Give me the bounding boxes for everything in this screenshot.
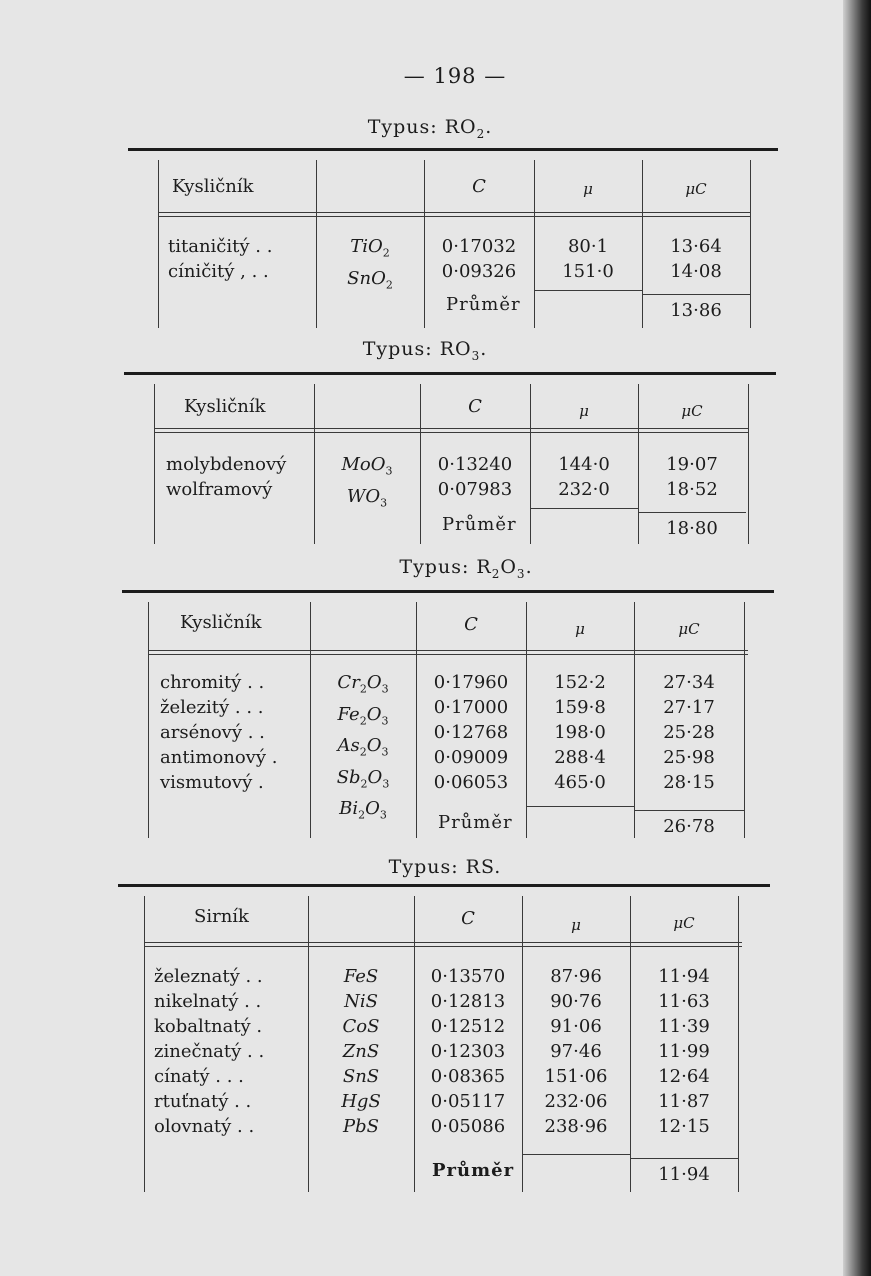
row-formula: $Bi_2O_3$ (339, 798, 387, 822)
page-number: — 198 — (403, 64, 507, 88)
header-muc: μC (685, 180, 707, 198)
row-mu: 91·06 (550, 1016, 602, 1037)
header-c: C (461, 908, 475, 929)
header-muc: μC (673, 914, 695, 932)
row-muc: 27·17 (663, 697, 715, 718)
table-title-ro2: Typus: $RO_2$. (367, 116, 493, 141)
row-mu: 151·06 (544, 1066, 608, 1087)
row-c: 0·12768 (433, 722, 509, 743)
row-formula: HgS (341, 1091, 381, 1112)
mu-column (530, 452, 638, 502)
table-title-rs: Typus: RS. (388, 856, 502, 878)
formula-column (310, 670, 416, 828)
row-c: 0·12512 (430, 1016, 506, 1037)
row-c: 0·12303 (430, 1041, 506, 1062)
row-c: 0·17960 (433, 672, 509, 693)
row-name: titaničitý . . (168, 236, 273, 257)
row-formula: MoO$_3$ (341, 454, 393, 478)
row-formula: TiO$_2$ (350, 236, 390, 260)
row-formula: ZnS (342, 1041, 380, 1062)
row-name: cíničitý , . . (168, 261, 269, 282)
row-c: 0·17000 (433, 697, 509, 718)
row-formula: SnS (342, 1066, 380, 1087)
row-mu: 232·0 (558, 479, 610, 500)
header-muc: μC (678, 620, 700, 638)
header-mu: μ (575, 620, 585, 638)
table-ro3 (124, 372, 776, 544)
average-label: Průměr (442, 514, 517, 535)
average-label: Průměr (446, 294, 521, 315)
header-mu: μ (583, 180, 593, 198)
row-muc: 19·07 (666, 454, 718, 475)
muc-column (630, 964, 738, 1139)
row-muc: 25·98 (663, 747, 715, 768)
table-ro2 (128, 148, 778, 328)
row-mu: 232·06 (544, 1091, 608, 1112)
row-name: vismutový . (160, 772, 264, 793)
table-rs (118, 884, 770, 1192)
table-r2o3 (122, 590, 774, 838)
names-column (166, 452, 286, 502)
row-formula: $WO_3$ (346, 485, 388, 510)
row-name: zinečnatý . . (154, 1041, 265, 1062)
row-muc: 27·34 (663, 672, 715, 693)
row-formula: PbS (343, 1116, 379, 1137)
average-value: 26·78 (663, 816, 715, 837)
header-kyslicnik: Kysličník (180, 612, 262, 633)
header-kyslicnik: Kysličník (184, 396, 266, 417)
row-mu: 159·8 (554, 697, 606, 718)
row-muc: 11·63 (658, 991, 710, 1012)
row-name: molybdenový (166, 454, 287, 475)
c-column (414, 964, 522, 1139)
row-muc: 11·94 (658, 966, 710, 987)
header-c: C (468, 396, 482, 417)
formula-column (308, 964, 414, 1139)
row-muc: 25·28 (663, 722, 715, 743)
row-name: antimonový . (160, 747, 278, 768)
row-formula: SnO$_2$ (347, 267, 393, 292)
mu-column (522, 964, 630, 1139)
row-c: 0·05117 (430, 1091, 506, 1112)
row-muc: 18·52 (666, 479, 718, 500)
row-name: cínatý . . . (154, 1066, 244, 1087)
row-mu: 87·96 (550, 966, 602, 987)
row-formula: FeS (343, 966, 379, 987)
row-name: železitý . . . (160, 697, 264, 718)
row-mu: 288·4 (554, 747, 606, 768)
row-muc: 11·39 (658, 1016, 710, 1037)
row-formula: CoS (342, 1016, 380, 1037)
average-label: Průměr (432, 1160, 515, 1181)
row-formula: $As_2O_3$ (337, 735, 389, 759)
row-c: 0·09009 (433, 747, 509, 768)
row-mu: 152·2 (554, 672, 606, 693)
row-muc: 13·64 (670, 236, 722, 257)
row-name: olovnatý . . (154, 1116, 255, 1137)
average-label: Průměr (438, 812, 513, 833)
header-mu: μ (579, 402, 589, 420)
row-c: 0·12813 (430, 991, 506, 1012)
muc-column (638, 452, 746, 502)
average-value: 13·86 (670, 300, 722, 321)
row-name: wolframový (166, 479, 273, 500)
mu-column (526, 670, 634, 795)
row-c: 0·08365 (430, 1066, 506, 1087)
row-formula: NiS (344, 991, 378, 1012)
row-c: 0·07983 (437, 479, 513, 500)
header-muc: μC (681, 402, 703, 420)
row-name: arsénový . . (160, 722, 265, 743)
row-mu: 151·0 (562, 261, 614, 282)
row-mu: 465·0 (554, 772, 606, 793)
row-name: rtuťnatý . . (154, 1091, 252, 1112)
row-c: 0·09326 (441, 261, 517, 282)
header-sirnik: Sirník (194, 906, 249, 927)
row-mu: 80·1 (567, 236, 609, 257)
row-muc: 14·08 (670, 261, 722, 282)
muc-column (642, 234, 750, 284)
average-value: 11·94 (658, 1164, 710, 1185)
row-muc: 28·15 (663, 772, 715, 793)
c-column (416, 670, 526, 795)
row-formula: $Sb_2O_3$ (336, 766, 390, 791)
row-muc: 11·87 (658, 1091, 710, 1112)
row-mu: 238·96 (544, 1116, 608, 1137)
row-name: nikelnatý . . (154, 991, 262, 1012)
formula-column (316, 234, 424, 297)
mu-column (534, 234, 642, 284)
muc-column (634, 670, 744, 795)
row-name: chromitý . . (160, 672, 265, 693)
row-muc: 12·64 (658, 1066, 710, 1087)
table-title-ro3: Typus: $RO_3$. (362, 338, 488, 363)
row-c: 0·13240 (437, 454, 513, 475)
table-title-r2o3: Typus: $R_2O_3$. (399, 556, 533, 581)
row-name: kobaltnatý . (154, 1016, 263, 1037)
header-mu: μ (571, 916, 581, 934)
names-column (168, 234, 272, 284)
row-mu: 90·76 (550, 991, 602, 1012)
row-formula: $Fe_2O_3$ (337, 703, 389, 728)
average-value: 18·80 (666, 518, 718, 539)
header-kyslicnik: Kysličník (172, 176, 254, 197)
header-c: C (464, 614, 478, 635)
page-edge-shadow (843, 0, 871, 1276)
row-muc: 12·15 (658, 1116, 710, 1137)
row-formula: $Cr_2O_3$ (337, 672, 389, 696)
names-column (154, 964, 264, 1139)
row-c: 0·17032 (441, 236, 517, 257)
row-muc: 11·99 (658, 1041, 710, 1062)
row-name: železnatý . . (154, 966, 263, 987)
header-c: C (472, 176, 486, 197)
row-c: 0·06053 (433, 772, 509, 793)
row-mu: 198·0 (554, 722, 606, 743)
row-c: 0·13570 (430, 966, 506, 987)
row-c: 0·05086 (430, 1116, 506, 1137)
formula-column (314, 452, 420, 515)
c-column (424, 234, 534, 284)
row-mu: 144·0 (558, 454, 610, 475)
names-column (160, 670, 277, 795)
c-column (420, 452, 530, 502)
row-mu: 97·46 (550, 1041, 602, 1062)
